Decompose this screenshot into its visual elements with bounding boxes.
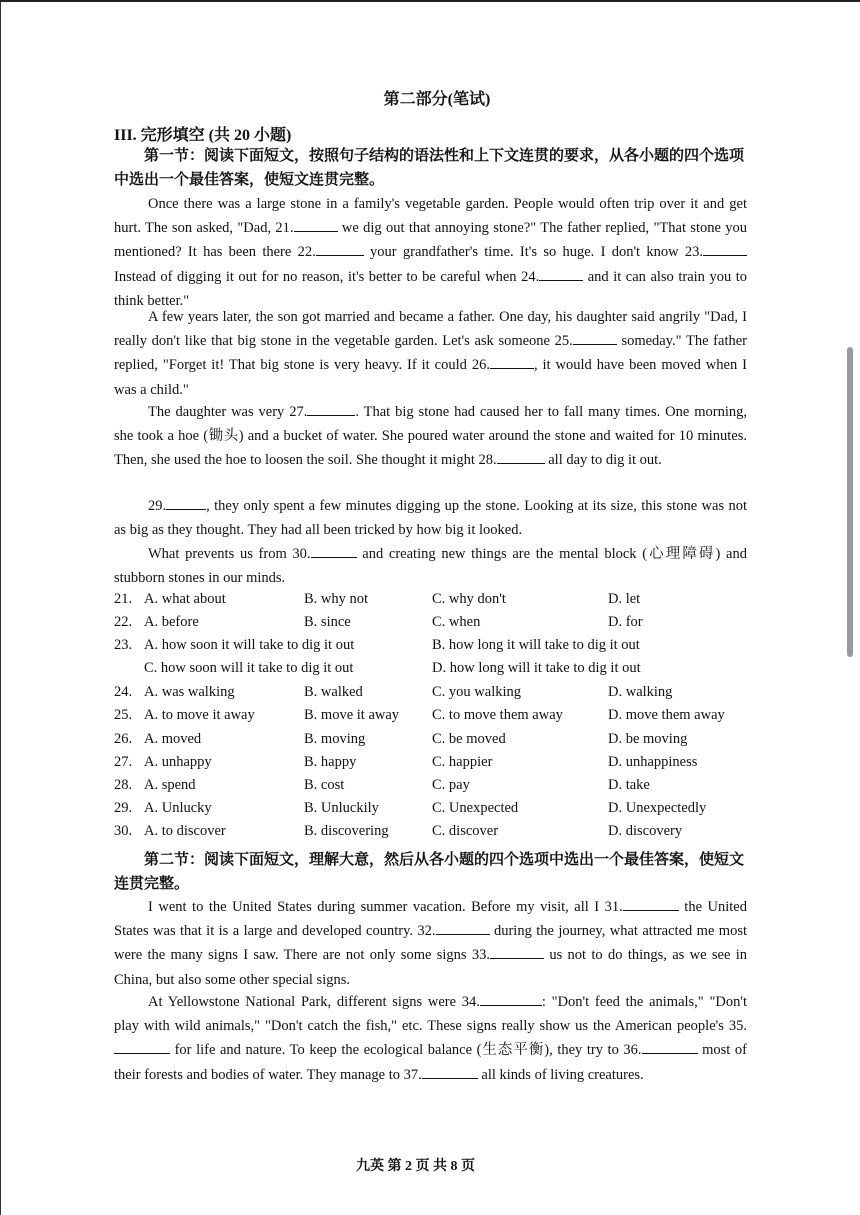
page-title: 第二部分(笔试) [383, 91, 491, 108]
blank-26 [490, 354, 534, 369]
option-b: B. happy [304, 754, 357, 770]
section-heading: III. 完形填空 (共 20 小题) [114, 127, 292, 144]
blank-22 [316, 241, 364, 256]
part1-instruction: 第一节：阅读下面短文，按照句子结构的语法性和上下文连贯的要求，从各小题的四个选项中选出一个最佳答案，使短文连贯完整。 [114, 148, 745, 188]
option-d: D. let [608, 591, 641, 607]
passage2-paragraph-1 [114, 895, 747, 992]
text-segment: for life and nature. To keep the ecological balance (生态平衡), they try to 36. [170, 1042, 642, 1059]
blank-33 [490, 944, 544, 959]
question-21 [114, 591, 747, 614]
option-c: C. pay [432, 777, 470, 793]
option-d: D. how long will it take to dig it out [432, 660, 641, 676]
text-segment: 29. [148, 498, 167, 514]
text-segment: all day to dig it out. [544, 452, 662, 469]
option-a: A. spend [144, 777, 196, 793]
question-number: 29. [114, 800, 133, 816]
option-a: A. moved [144, 731, 202, 747]
blank-27 [307, 401, 355, 416]
passage1-paragraph-1 [114, 192, 747, 313]
question-number: 22. [114, 614, 133, 630]
text-segment: , it would have been moved when I was a child." [114, 357, 747, 398]
option-c: C. be moved [432, 731, 506, 747]
question-23-cont [114, 660, 747, 683]
text-segment: A few years later, the son got married and became a father. One day, his daughter said angrily "Dad, I really don't like that big stone in the vegetable garden. Let's ask someone 25. [114, 309, 747, 350]
question-27 [114, 754, 747, 777]
blank-31 [623, 896, 679, 911]
option-c: C. when [432, 614, 481, 630]
text-segment: the United States was that it is a large and developed country. 32. [114, 899, 747, 940]
question-26 [114, 731, 747, 754]
option-d: D. be moving [608, 731, 688, 747]
blank-25 [573, 330, 617, 345]
question-23 [114, 637, 747, 660]
option-d: D. unhappiness [608, 754, 698, 770]
text-segment: Once there was a large stone in a family's vegetable garden. People would often trip over it and get hurt. The son asked, "Dad, 21. [114, 196, 747, 237]
text-segment: What prevents us from 30. [148, 546, 311, 562]
text-segment: during the journey, what attracted me most were the many signs I saw. There are not only some signs 33. [114, 923, 748, 964]
question-number: 21. [114, 591, 133, 607]
option-d: D. take [608, 777, 650, 793]
question-28 [114, 777, 747, 800]
option-a: A. was walking [144, 684, 235, 700]
blank-28 [497, 449, 545, 464]
question-number: 27. [114, 754, 133, 770]
option-b: B. how long it will take to dig it out [432, 637, 640, 653]
option-d: D. walking [608, 684, 673, 700]
option-b: B. why not [304, 591, 369, 607]
passage2-paragraph-2 [114, 990, 747, 1087]
blank-23 [703, 241, 747, 256]
option-c: C. happier [432, 754, 493, 770]
text-segment: . That big stone had caused her to fall many times. One morning, she took a hoe (锄头) and a bucket of water. She poured water around the stone and waited for 10 minutes. Then, she used the hoe to loosen the soil. She thought it might 28. [114, 404, 748, 469]
text-segment: us not to do things, as we see in China, but also some other special signs. [114, 947, 747, 988]
option-c: C. Unexpected [432, 800, 519, 816]
blank-34 [480, 991, 542, 1006]
option-a: A. Unlucky [144, 800, 212, 816]
option-b: B. cost [304, 777, 345, 793]
question-number: 26. [114, 731, 133, 747]
question-number: 30. [114, 823, 133, 839]
text-segment: we dig out that annoying stone?" The father replied, "That stone you mentioned? It has been there 22. [114, 220, 748, 261]
question-30 [114, 823, 747, 846]
question-number: 23. [114, 637, 133, 653]
text-segment: , they only spent a few minutes digging up the stone. Looking at its size, this stone was not as big as they thought. They had all been tricked by how big it looked. [114, 498, 747, 539]
option-c: C. why don't [432, 591, 506, 607]
option-d: D. move them away [608, 707, 725, 723]
option-b: B. walked [304, 684, 363, 700]
option-d: D. Unexpectedly [608, 800, 707, 816]
question-25 [114, 707, 747, 730]
option-a: A. what about [144, 591, 226, 607]
text-segment: The daughter was very 27. [148, 404, 308, 420]
option-b: B. since [304, 614, 351, 630]
option-c: C. discover [432, 823, 499, 839]
question-24 [114, 684, 747, 707]
option-a: A. how soon it will take to dig it out [144, 637, 355, 653]
text-segment: your grandfather's time. It's so huge. I don't know 23. [363, 244, 704, 261]
text-segment: : "Don't feed the animals," "Don't play with wild animals," "Don't catch the fish," etc. These signs really show us the American people's 35. [114, 994, 747, 1035]
option-b: B. discovering [304, 823, 389, 839]
question-number: 28. [114, 777, 133, 793]
option-d: D. discovery [608, 823, 683, 839]
blank-30 [311, 543, 357, 558]
text-segment: someday." The father replied, "Forget it! That big stone is very heavy. If it could 26. [114, 333, 747, 374]
option-a: A. before [144, 614, 199, 630]
passage1-paragraph-4 [114, 494, 747, 542]
text-segment: and it can also train you to think better." [114, 268, 748, 309]
blank-24 [539, 266, 583, 281]
text-segment: most of their forests and bodies of water. They manage to 37. [114, 1042, 747, 1083]
question-number: 25. [114, 707, 133, 723]
option-b: B. move it away [304, 707, 400, 723]
text-segment: I went to the United States during summer vacation. Before my visit, all I 31. [148, 899, 623, 915]
text-segment: Instead of digging it out for no reason, it's better to be careful when 24. [114, 268, 540, 285]
option-a: A. to move it away [144, 707, 255, 723]
part2-instruction: 第二节：阅读下面短文，理解大意，然后从各小题的四个选项中选出一个最佳答案，使短文连贯完整。 [114, 852, 745, 892]
blank-32 [436, 920, 490, 935]
blank-36 [642, 1039, 698, 1054]
option-b: B. Unluckily [304, 800, 379, 816]
blank-37 [422, 1064, 478, 1079]
question-29 [114, 800, 747, 823]
option-b: B. moving [304, 731, 366, 747]
option-a: A. to discover [144, 823, 226, 839]
text-segment: all kinds of living creatures. [477, 1066, 644, 1083]
blank-29 [166, 495, 206, 510]
option-a: A. unhappy [144, 754, 212, 770]
page-footer: 九英 第 2 页 共 8 页 [356, 1159, 475, 1174]
question-22 [114, 614, 747, 637]
question-number: 24. [114, 684, 133, 700]
option-d: D. for [608, 614, 643, 630]
option-c: C. you walking [432, 684, 522, 700]
text-segment: and creating new things are the mental block (心理障碍) and stubborn stones in our minds. [114, 546, 747, 587]
option-c: C. how soon will it take to dig it out [144, 660, 354, 676]
scrollbar[interactable] [847, 347, 853, 657]
passage1-paragraph-3 [114, 400, 747, 473]
passage1-paragraph-2 [114, 305, 747, 402]
text-segment: At Yellowstone National Park, different signs were 34. [148, 994, 480, 1010]
passage1-paragraph-5 [114, 542, 747, 590]
option-c: C. to move them away [432, 707, 563, 723]
blank-21 [294, 217, 338, 232]
blank-35 [114, 1039, 170, 1054]
